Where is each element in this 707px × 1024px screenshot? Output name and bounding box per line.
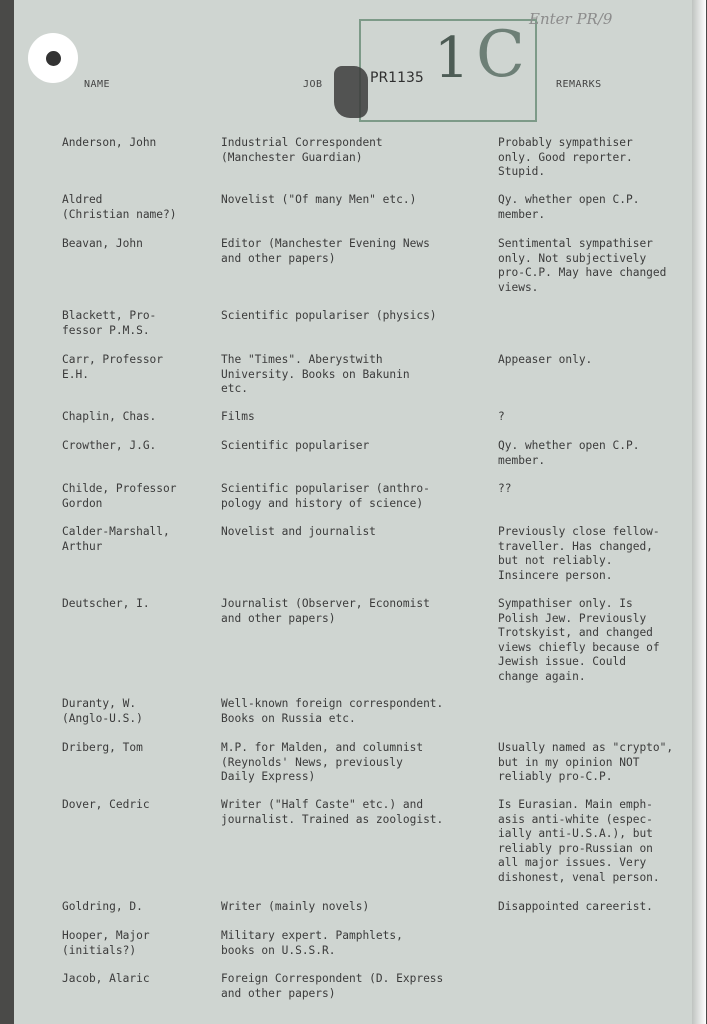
- row-remarks: Disappointed careerist.: [498, 900, 653, 913]
- row-job: M.P. for Malden, and columnist (Reynolds' News, previously Daily Express): [221, 741, 424, 784]
- row-job: The "Times". Aberystwith University. Books on Bakunin etc.: [221, 353, 410, 396]
- row-job: Foreign Correspondent (D. Express and other papers): [221, 972, 444, 1000]
- row-remarks: Appeaser only.: [498, 353, 593, 366]
- row-remarks: ?: [498, 410, 505, 423]
- row-job: Scientific populariser (anthro- pology and history of science): [221, 482, 430, 510]
- row-job: Scientific populariser (physics): [221, 309, 437, 322]
- stamp-code: PR1135: [370, 70, 424, 86]
- header-job: JOB: [303, 79, 323, 90]
- ink-blot: [334, 66, 368, 118]
- row-job: Military expert. Pamphlets, books on U.S.S.R.: [221, 929, 403, 957]
- row-name: Duranty, W. (Anglo-U.S.): [62, 697, 143, 725]
- row-job: Films: [221, 410, 255, 423]
- header-name: NAME: [84, 79, 111, 90]
- row-job: Industrial Correspondent (Manchester Guardian): [221, 136, 383, 164]
- row-name: Blackett, Pro- fessor P.M.S.: [62, 309, 157, 337]
- row-name: Chaplin, Chas.: [62, 410, 157, 423]
- row-job: Writer (mainly novels): [221, 900, 370, 913]
- row-job: Novelist and journalist: [221, 525, 376, 538]
- handwritten-note: Enter PR/9: [529, 10, 613, 28]
- row-remarks: ??: [498, 482, 512, 495]
- row-remarks: Qy. whether open C.P. member.: [498, 439, 640, 467]
- row-name: Childe, Professor Gordon: [62, 482, 177, 510]
- row-job: Scientific populariser: [221, 439, 370, 452]
- stamp-mark-c: C: [476, 18, 525, 92]
- row-name: Calder-Marshall, Arthur: [62, 525, 170, 553]
- row-name: Crowther, J.G.: [62, 439, 157, 452]
- row-name: Driberg, Tom: [62, 741, 143, 754]
- row-remarks: Previously close fellow- traveller. Has changed, but not reliably. Insincere person.: [498, 525, 660, 582]
- row-job: Well-known foreign correspondent. Books on Russia etc.: [221, 697, 444, 725]
- row-remarks: Is Eurasian. Main emph- asis anti-white (espec- ially anti-U.S.A.), but reliably pro-Russian on all major issues. Very dishonest, venal person.: [498, 798, 660, 884]
- row-remarks: Sentimental sympathiser only. Not subjectively pro-C.P. May have changed views.: [498, 237, 667, 294]
- row-job: Writer ("Half Caste" etc.) and journalist. Trained as zoologist.: [221, 798, 444, 826]
- row-name: Deutscher, I.: [62, 597, 150, 610]
- row-remarks: Probably sympathiser only. Good reporter. Stupid.: [498, 136, 633, 179]
- row-name: Dover, Cedric: [62, 798, 150, 811]
- row-remarks: Sympathiser only. Is Polish Jew. Previously Trotskyist, and changed views chiefly because of Jewish issue. Could change again.: [498, 597, 660, 683]
- row-name: Beavan, John: [62, 237, 143, 250]
- row-name: Jacob, Alaric: [62, 972, 150, 985]
- row-name: Anderson, John: [62, 136, 157, 149]
- stamp-mark: 1: [434, 26, 470, 91]
- document-page: [14, 0, 692, 1024]
- row-name: Aldred (Christian name?): [62, 193, 177, 221]
- row-remarks: Qy. whether open C.P. member.: [498, 193, 640, 221]
- row-name: Goldring, D.: [62, 900, 143, 913]
- header-remarks: REMARKS: [556, 79, 602, 90]
- row-job: Novelist ("Of many Men" etc.): [221, 193, 417, 206]
- punch-hole: [28, 33, 78, 83]
- row-job: Editor (Manchester Evening News and other papers): [221, 237, 430, 265]
- row-name: Hooper, Major (initials?): [62, 929, 150, 957]
- row-job: Journalist (Observer, Economist and other papers): [221, 597, 430, 625]
- row-remarks: Usually named as "crypto", but in my opinion NOT reliably pro-C.P.: [498, 741, 674, 784]
- row-name: Carr, Professor E.H.: [62, 353, 164, 381]
